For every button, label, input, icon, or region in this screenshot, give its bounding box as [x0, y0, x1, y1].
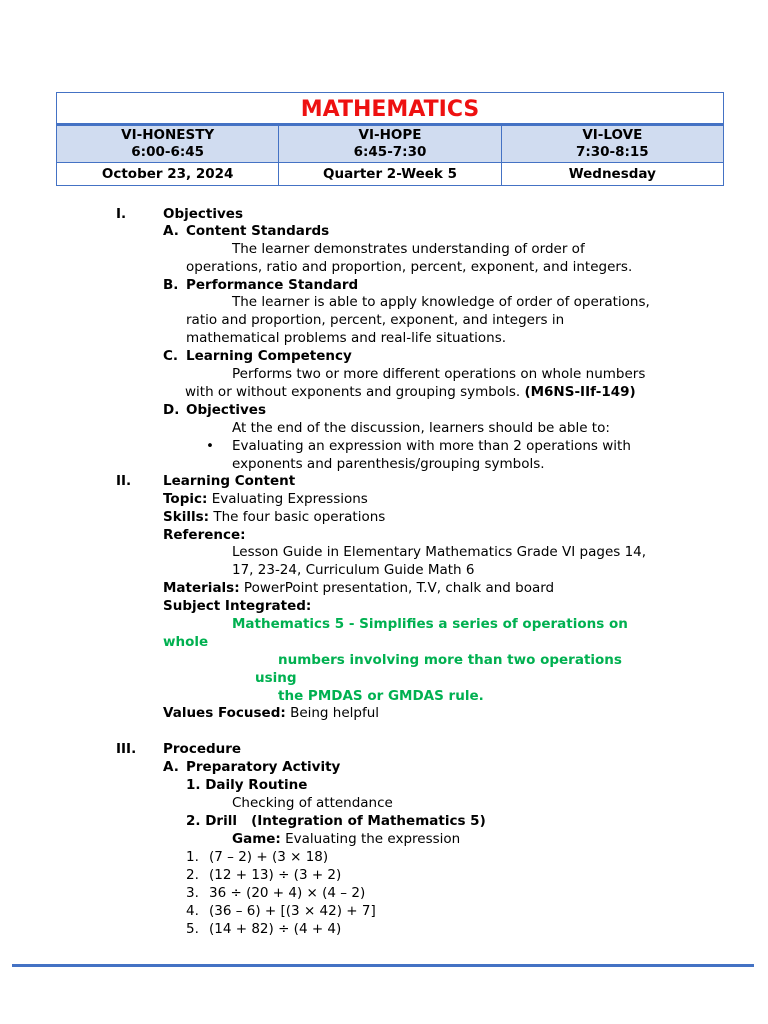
expression-item: (7 – 2) + (3 × 18) [209, 849, 329, 865]
section-heading-objectives: Objectives [163, 206, 243, 222]
section-cell-honesty [57, 126, 279, 163]
expression-item: (14 + 82) ÷ (4 + 4) [209, 921, 342, 937]
topic-label: Topic: [163, 491, 208, 507]
section-number: II. [116, 473, 132, 489]
performance-standard-text: The learner is able to apply knowledge of order of operations, [232, 294, 650, 310]
objectives-intro: At the end of the discussion, learners should be able to: [232, 420, 610, 436]
skills-label: Skills: [163, 509, 210, 525]
sub-label: C. [163, 348, 179, 364]
integration-text: whole [163, 634, 209, 650]
materials-value: PowerPoint presentation, T.V, chalk and board [243, 580, 555, 596]
topic-line [163, 490, 368, 508]
section-name: VI-LOVE [582, 127, 643, 143]
date-cell: October 23, 2024 [57, 163, 279, 186]
section-heading-learning-content: Learning Content [163, 473, 296, 489]
drill-heading: 2. Drill (Integration of Mathematics 5) [186, 813, 486, 829]
values-line [163, 704, 379, 722]
daily-routine-heading: 1. Daily Routine [186, 777, 308, 793]
schedule-table [56, 125, 724, 186]
section-row [57, 126, 724, 163]
day-cell: Wednesday [501, 163, 723, 186]
subheading-preparatory-activity: Preparatory Activity [186, 759, 341, 775]
competency-code: (M6NS-IIf-149) [524, 384, 636, 400]
competency-text [185, 383, 636, 401]
objective-bullet-text: Evaluating an expression with more than 2 operations with [232, 438, 631, 454]
section-time: 6:45-7:30 [353, 144, 427, 160]
list-item-number: 5. [186, 921, 199, 937]
values-label: Values Focused: [163, 705, 286, 721]
section-cell-love [501, 126, 723, 163]
section-name: VI-HOPE [358, 127, 422, 143]
skills-value: The four basic operations [213, 509, 386, 525]
performance-standard-text: ratio and proportion, percent, exponent, and integers in [186, 312, 565, 328]
quarter-cell: Quarter 2-Week 5 [279, 163, 501, 186]
content-standards-text: operations, ratio and proportion, percent, exponent, and integers. [186, 259, 633, 275]
section-name: VI-HONESTY [121, 127, 215, 143]
footer-divider [12, 964, 754, 967]
subject-integrated-label: Subject Integrated: [163, 598, 312, 614]
daily-routine-text: Checking of attendance [232, 795, 393, 811]
skills-line [163, 508, 385, 526]
game-label: Game: [232, 831, 281, 847]
header-table [56, 92, 724, 186]
competency-text: Performs two or more different operations on whole numbers [232, 366, 646, 382]
reference-label: Reference: [163, 527, 246, 543]
subheading-learning-competency: Learning Competency [186, 348, 352, 364]
bullet-icon: • [206, 438, 214, 454]
expression-item: 36 ÷ (20 + 4) × (4 – 2) [209, 885, 366, 901]
subheading-content-standards: Content Standards [186, 223, 330, 239]
materials-label: Materials: [163, 580, 240, 596]
integration-text: numbers involving more than two operations [278, 652, 622, 668]
sub-label: A. [163, 223, 179, 239]
sub-label: D. [163, 402, 180, 418]
section-time: 6:00-6:45 [131, 144, 205, 160]
performance-standard-text: mathematical problems and real-life situations. [186, 330, 507, 346]
competency-text-span: with or without exponents and grouping symbols. [185, 384, 521, 400]
integration-text: Mathematics 5 - Simplifies a series of operations on [232, 616, 628, 632]
values-value: Being helpful [290, 705, 380, 721]
section-number: I. [116, 206, 127, 222]
sub-label: B. [163, 277, 179, 293]
subheading-performance-standard: Performance Standard [186, 277, 359, 293]
section-cell-hope [279, 126, 501, 163]
reference-text: 17, 23-24, Curriculum Guide Math 6 [232, 562, 475, 578]
expression-item: (36 – 6) + [(3 × 42) + 7] [209, 903, 376, 919]
section-number: III. [116, 741, 137, 757]
list-item-number: 1. [186, 849, 199, 865]
section-time: 7:30-8:15 [575, 144, 649, 160]
list-item-number: 3. [186, 885, 199, 901]
subheading-objectives: Objectives [186, 402, 266, 418]
section-heading-procedure: Procedure [163, 741, 242, 757]
materials-line [163, 579, 554, 597]
content-standards-text: The learner demonstrates understanding of order of [232, 241, 585, 257]
integration-text: using [255, 670, 297, 686]
info-row [57, 163, 724, 186]
objective-bullet-text: exponents and parenthesis/grouping symbols. [232, 456, 545, 472]
list-item-number: 2. [186, 867, 199, 883]
sub-label: A. [163, 759, 179, 775]
reference-text: Lesson Guide in Elementary Mathematics Grade VI pages 14, [232, 544, 647, 560]
game-line [232, 830, 460, 848]
list-item-number: 4. [186, 903, 199, 919]
expression-item: (12 + 13) ÷ (3 + 2) [209, 867, 342, 883]
game-value: Evaluating the expression [285, 831, 461, 847]
integration-text: the PMDAS or GMDAS rule. [278, 688, 484, 704]
page-title: MATHEMATICS [56, 92, 724, 125]
topic-value: Evaluating Expressions [211, 491, 368, 507]
